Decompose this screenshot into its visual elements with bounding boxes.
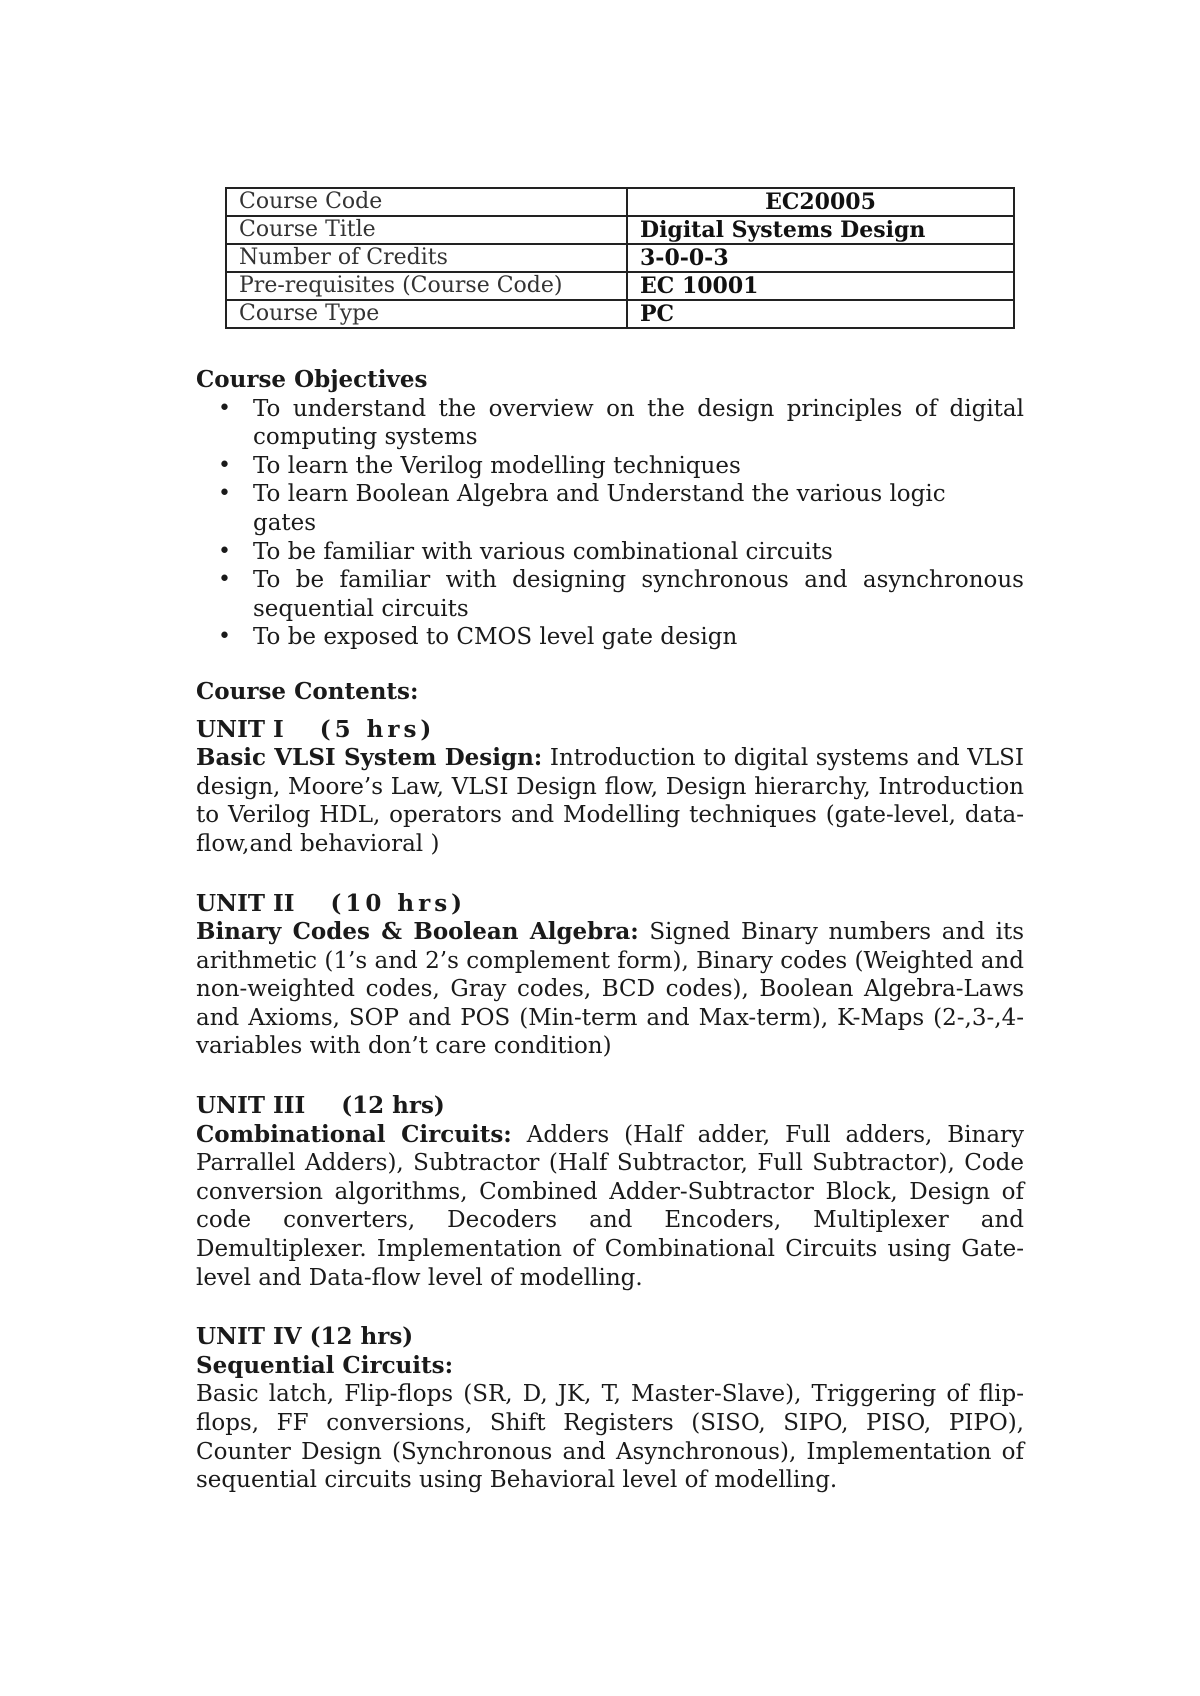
unit-label: UNIT I	[196, 715, 284, 743]
course-title-value: Digital Systems Design	[627, 216, 1014, 244]
credits-value: 3-0-0-3	[627, 244, 1014, 272]
unit-heading	[196, 890, 1024, 919]
credits-label: Number of Credits	[226, 244, 627, 272]
unit-heading	[196, 716, 1024, 745]
list-item: • To be familiar with designing synchronous and asynchronous sequential circuits	[196, 566, 1024, 623]
unit-text: Basic latch, Flip-flops (SR, D, JK, T, Master-Slave), Triggering of flip-flops, FF conversions, Shift Registers (SISO, SIPO, PISO, PIPO), Counter Design (Synchronous and Asynchronous), Implementation of sequential circuits using Behavioral level of modelling.	[196, 1381, 1024, 1494]
list-item: • To understand the overview on the design principles of digital computing systems	[196, 395, 1024, 452]
course-type-label: Course Type	[226, 300, 627, 328]
unit-label: UNIT IV	[196, 1323, 302, 1351]
unit-section-3	[196, 1092, 1024, 1292]
unit-heading	[196, 1092, 1024, 1121]
unit-topic: Sequential Circuits:	[196, 1351, 454, 1379]
course-title-label: Course Title	[226, 216, 627, 244]
prerequisites-label: Pre-requisites (Course Code)	[226, 272, 627, 300]
course-type-value: PC	[627, 300, 1014, 328]
unit-section-2	[196, 890, 1024, 1062]
document-body	[196, 366, 1024, 1495]
unit-topic: Basic VLSI System Design:	[196, 744, 543, 772]
unit-hours: (12 hrs)	[341, 1092, 445, 1120]
course-code-label: Course Code	[226, 188, 627, 216]
table-row	[226, 272, 1014, 300]
prerequisites-value: EC 10001	[627, 272, 1014, 300]
table-row	[226, 244, 1014, 272]
unit-heading	[196, 1323, 1024, 1352]
unit-hours: (10 hrs)	[330, 889, 467, 917]
objectives-heading: Course Objectives	[196, 366, 428, 393]
unit-text: Signed Binary numbers and its arithmetic (1’s and 2’s complement form), Binary codes (Weighted and non-weighted codes, Gray codes, BCD codes), Boolean Algebra-Laws and Axioms, SOP and POS (Min-term and Max-term), K-Maps (2-,3-,4- variables with don’t care condition)	[196, 919, 1024, 1060]
unit-label: UNIT II	[196, 889, 295, 917]
contents-heading: Course Contents:	[196, 677, 419, 705]
objectives-list	[196, 395, 1024, 652]
table-row	[226, 300, 1014, 328]
list-item: • To learn Boolean Algebra and Understand the various logic gates	[196, 480, 1024, 537]
table-row	[226, 216, 1014, 244]
unit-topic: Binary Codes & Boolean Algebra:	[196, 918, 639, 946]
unit-description	[196, 1121, 1024, 1293]
unit-description	[196, 744, 1024, 858]
unit-hours: (12 hrs)	[309, 1323, 414, 1351]
list-item: • To be familiar with various combinational circuits	[196, 538, 1024, 567]
table-row	[226, 188, 1014, 216]
course-info-table	[225, 187, 1015, 329]
course-code-value: EC20005	[627, 188, 1014, 216]
unit-section-4	[196, 1323, 1024, 1495]
list-item: • To be exposed to CMOS level gate design	[196, 623, 1024, 652]
unit-text: Introduction to digital systems and VLSI design, Moore’s Law, VLSI Design flow, Design hierarchy, Introduction to Verilog HDL, operators and Modelling techniques (gate-level, data-flow,and behavioral )	[196, 745, 1024, 857]
unit-label: UNIT III	[196, 1092, 306, 1120]
unit-topic: Combinational Circuits:	[196, 1120, 512, 1148]
unit-hours: (5 hrs)	[319, 715, 436, 743]
unit-text: Adders (Half adder, Full adders, Binary Parrallel Adders), Subtractor (Half Subtractor, Full Subtractor), Code conversion algorithms, Combined Adder-Subtractor Block, Design of code converters, Decoders and Encoders, Multiplexer and Demultiplexer. Implementation of Combinational Circuits using Gate-level and Data-flow level of modelling.	[196, 1121, 1025, 1291]
list-item: • To learn the Verilog modelling techniques	[196, 452, 1024, 481]
unit-description	[196, 918, 1024, 1061]
unit-section-1	[196, 716, 1024, 859]
